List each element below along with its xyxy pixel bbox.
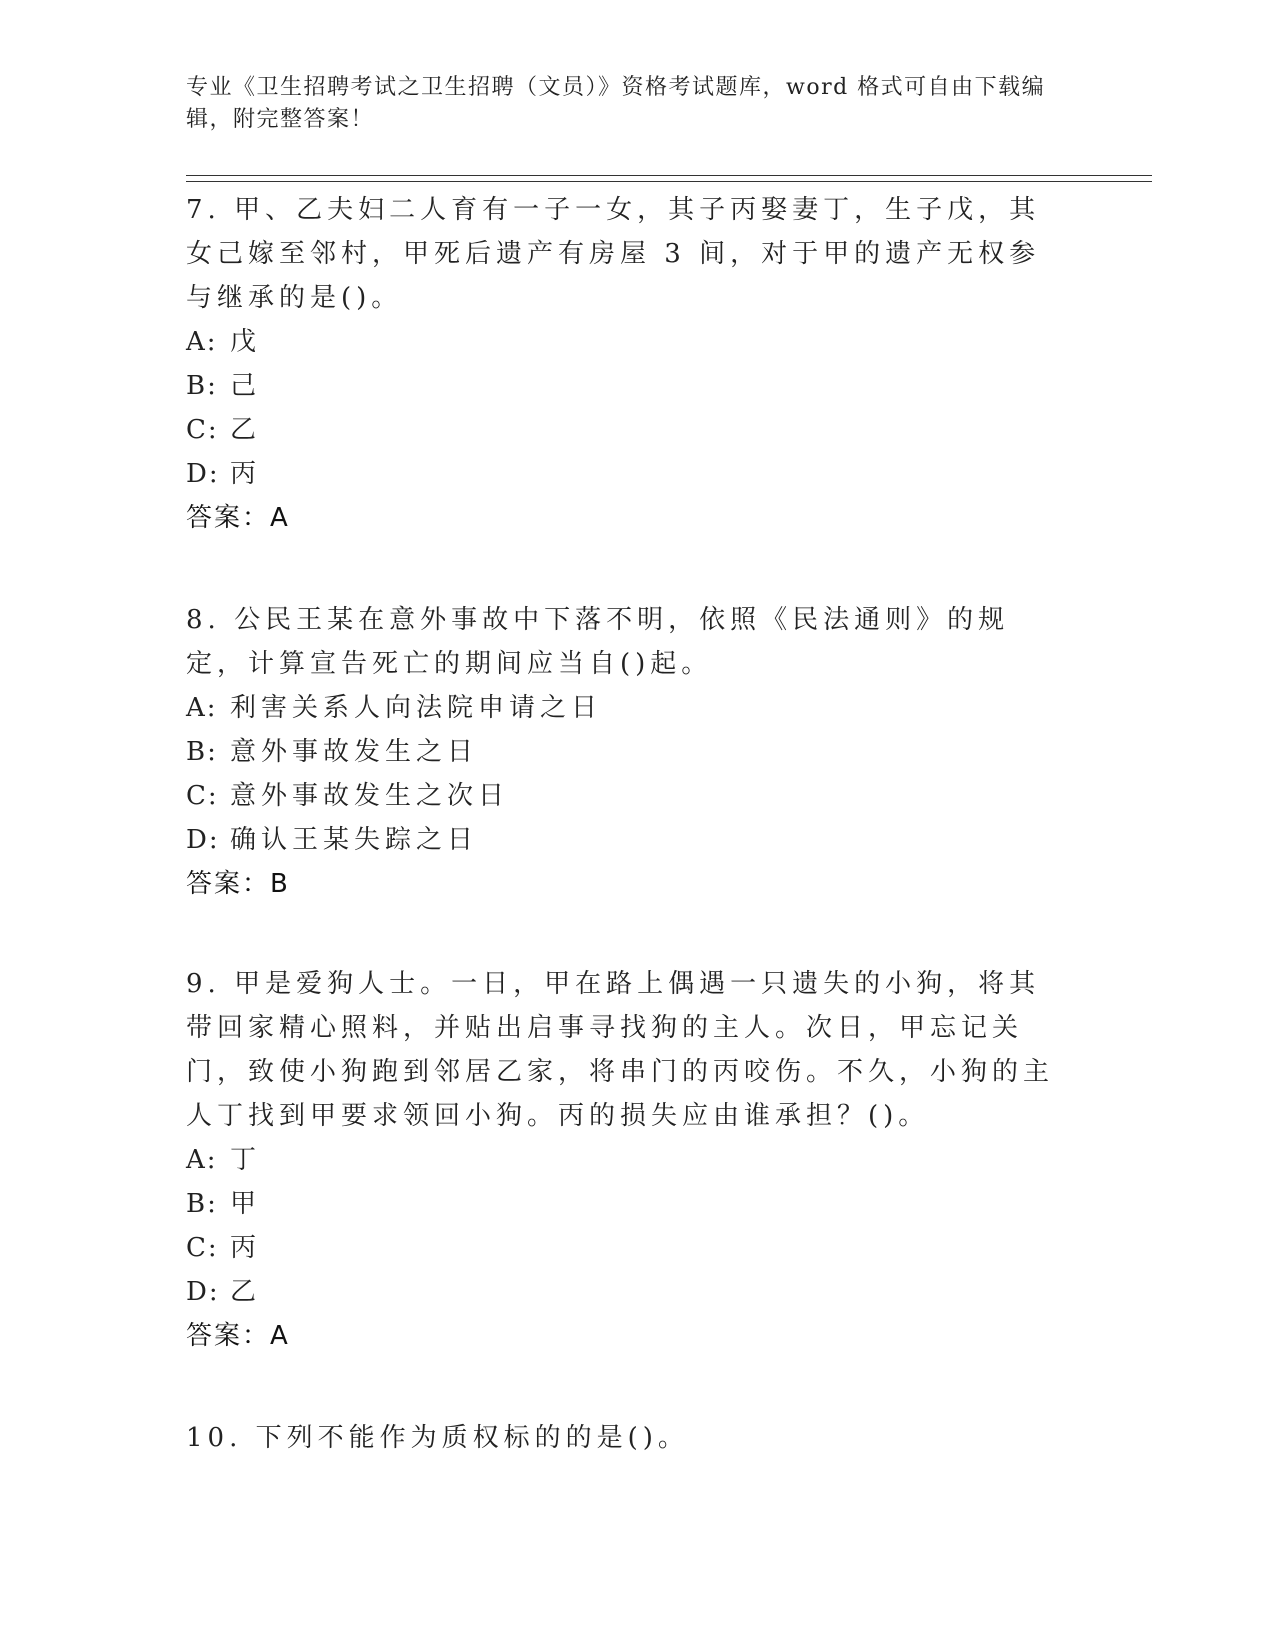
option-label: A:	[186, 1145, 218, 1175]
option-a	[186, 686, 1066, 730]
option-text: 乙	[230, 415, 262, 445]
option-label: A:	[186, 693, 218, 723]
option-text: 确认王某失踪之日	[230, 825, 479, 855]
option-label: B:	[186, 371, 218, 401]
answer-line: 答案：A	[186, 503, 290, 533]
question-stem: 7. 甲、乙夫妇二人育有一子一女，其子丙娶妻丁，生子戊，其女己嫁至邻村，甲死后遗产有房屋 3 间，对于甲的遗产无权参与继承的是()。	[186, 195, 1041, 313]
answer-line: 答案：B	[186, 869, 290, 899]
option-label: A:	[186, 327, 218, 357]
option-a	[186, 1138, 1066, 1182]
option-text: 甲	[230, 1189, 262, 1219]
option-label: C:	[186, 415, 219, 445]
option-text: 利害关系人向法院申请之日	[230, 693, 603, 723]
option-text: 戊	[230, 327, 262, 357]
option-text: 丙	[230, 1233, 262, 1263]
option-text: 己	[230, 371, 262, 401]
header-divider-bottom	[186, 181, 1152, 182]
option-text: 丁	[230, 1145, 262, 1175]
option-label: B:	[186, 1189, 218, 1219]
option-d	[186, 818, 1066, 862]
option-a	[186, 320, 1066, 364]
option-label: C:	[186, 781, 219, 811]
option-text: 意外事故发生之日	[230, 737, 479, 767]
option-label: C:	[186, 1233, 219, 1263]
question-8	[186, 598, 1066, 906]
question-10	[186, 1416, 1066, 1460]
option-b	[186, 1182, 1066, 1226]
option-b	[186, 364, 1066, 408]
option-text: 丙	[230, 459, 262, 489]
option-label: D:	[186, 459, 220, 489]
option-c	[186, 1226, 1066, 1270]
option-c	[186, 408, 1066, 452]
option-label: D:	[186, 1277, 220, 1307]
answer-line: 答案：A	[186, 1321, 290, 1351]
option-c	[186, 774, 1066, 818]
question-stem: 8. 公民王某在意外事故中下落不明，依照《民法通则》的规定，计算宣告死亡的期间应当自()起。	[186, 605, 1010, 679]
option-d	[186, 452, 1066, 496]
header-divider-top	[186, 175, 1152, 176]
option-d	[186, 1270, 1066, 1314]
option-text: 意外事故发生之次日	[230, 781, 510, 811]
question-stem: 10. 下列不能作为质权标的的是()。	[186, 1423, 689, 1453]
option-b	[186, 730, 1066, 774]
question-stem: 9. 甲是爱狗人士。一日，甲在路上偶遇一只遗失的小狗，将其带回家精心照料，并贴出启事寻找狗的主人。次日，甲忘记关门，致使小狗跑到邻居乙家，将串门的丙咬伤。不久，小狗的主人丁找到甲要求领回小狗。丙的损失应由谁承担？()。	[186, 969, 1055, 1131]
option-label: B:	[186, 737, 218, 767]
question-9	[186, 962, 1066, 1358]
document-header: 专业《卫生招聘考试之卫生招聘（文员）》资格考试题库，word 格式可自由下载编辑，附完整答案！	[186, 75, 1046, 132]
option-label: D:	[186, 825, 220, 855]
option-text: 乙	[230, 1277, 262, 1307]
question-7	[186, 188, 1066, 540]
